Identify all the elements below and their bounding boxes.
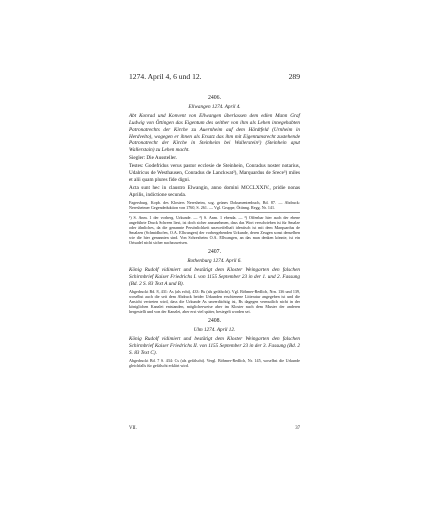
entry-note: Fagersburg. Kopb. des Klosters Neresheim, sog. grünes Dokumentenbuch, Bd. 87. — Abdruck: Neresheimer Gegendeduktion von 1760, S. 261. — Vgl. Gruppe, Öttinng. Regg. Nr. 141. xyxy=(129,199,300,210)
entry-footnotes: ¹) S. Anm. 1 der vorherg. Urkunde. — ²) S. Anm. 1 ebenda. — ³) Offenbar hier auch der ebene angeführte Druck Schreen liest, ist doch sicher anzunehmen, dass das Wort verschrieben ist für Smalze oder ähnliches, da die genannte Persönlichkeit unzweifelhaft identisch ist mit dem Marquardus de Smalzen (Schmidhofen, O.A. Ellwangen) der vorhergehenden Urkunde, deren Zeugen sonst denselben wie die hier genannten sind. Von Schrezheim O.A. Ellwangen, an das man denken könnte, ist ein Ortsadel nicht sicher nachzuweisen. xyxy=(129,214,300,246)
entry-summary: Abt Konrad und Konvent von Ellwangen überlassen dem edlen Mann Graf Ludwig von Öttingen das Eigentum des seither von ihm als Lehen innegehabten Patronatrechts der Kirche zu Auernheim auf dem Härdtfeld (Urnheim in Herdvelto), wogegen er ihnen als Ersatz das ihm mit Eigentumsrecht zustehende Patronatrecht der Kirche in Steinheim bei Wallerstein¹) (Steinhein aput Wallerstain) zu Lehen macht. xyxy=(129,112,300,154)
entry-dateline: Rothenburg 1274. April 6. xyxy=(187,258,242,265)
sheet-number: 37 xyxy=(295,426,300,431)
entry-number: 2407. xyxy=(207,249,222,256)
entry-2408 xyxy=(129,318,300,368)
entry-text: Siegler: Die Aussteller. xyxy=(129,155,177,162)
page-number: 289 xyxy=(288,72,300,81)
entry-dateline: Ulm 1274. April 12. xyxy=(193,327,236,334)
page-content xyxy=(129,95,300,369)
entry-number: 2408. xyxy=(207,318,222,325)
entry-dateline: Ellwangen 1274. April 4. xyxy=(188,103,241,110)
entry-summary: König Rudolf vidimiert und bestätigt dem Kloster Weingarten den falschen Schirmbrief Kaiser Friedrichs II. von 1155 September 23 in der 3. Fassung (Bd. 2 S. 83 Text C). xyxy=(129,336,300,357)
entry-number: 2406. xyxy=(207,95,222,101)
entry-text: Acta sunt hec in claustro Elwangin, anno domini MCCLXXIV., pridie nonas Aprilis, indictione secunda. xyxy=(129,184,300,198)
signature-mark: VII. xyxy=(129,426,137,431)
entry-2406 xyxy=(129,95,300,245)
entry-text: Testes: Godefridus verus pastor ecclesie de Steinhein, Conradus noster notarius, Udalricus de Westhausen, Conradus de Lanckwat²), Marquardus de Srece³) miles et alii quam plures fide digni. xyxy=(129,163,300,183)
entry-summary: König Rudolf vidimiert und bestätigt dem Kloster Weingarten den falschen Schirmbrief Kaiser Friedrichs I. von 1155 September 23 in der 1. und 2. Fassung (Bd. 2 S. 83 Text A und B). xyxy=(129,267,300,288)
entry-note: Abgedruckt Bd. 7 S. 434: Cs (als gefälscht). Vergl. Böhmer-Redlich, Nr. 145, woselbst die Urkunde gleichfalls für gefälscht erklärt wird. xyxy=(129,357,300,369)
entry-2407 xyxy=(129,249,300,314)
running-head: 1274. April 4, 6 und 12. xyxy=(129,72,202,81)
footnote-divider xyxy=(129,212,300,213)
entry-note: Abgedruckt Bd. 8, 431: As (als echt), 433: Bs (als gefälscht). Vgl. Böhmer-Redlich, Nrn. 136 und 139, woselbst auch die seit dem Abdruck beider Urkunden erschienene Litteratur angegeben ist und die Ansicht vertreten wird, dass die Urkunde As unverdächtig ist, Bs dagegen vermutlich nicht in der königlichen Kanzlei entstanden, möglicherweise aber im Kloster nach dem Muster der anderen hergestellt und von der Kanzlei, aber erst viel später, besiegelt worden sei. xyxy=(129,288,300,315)
